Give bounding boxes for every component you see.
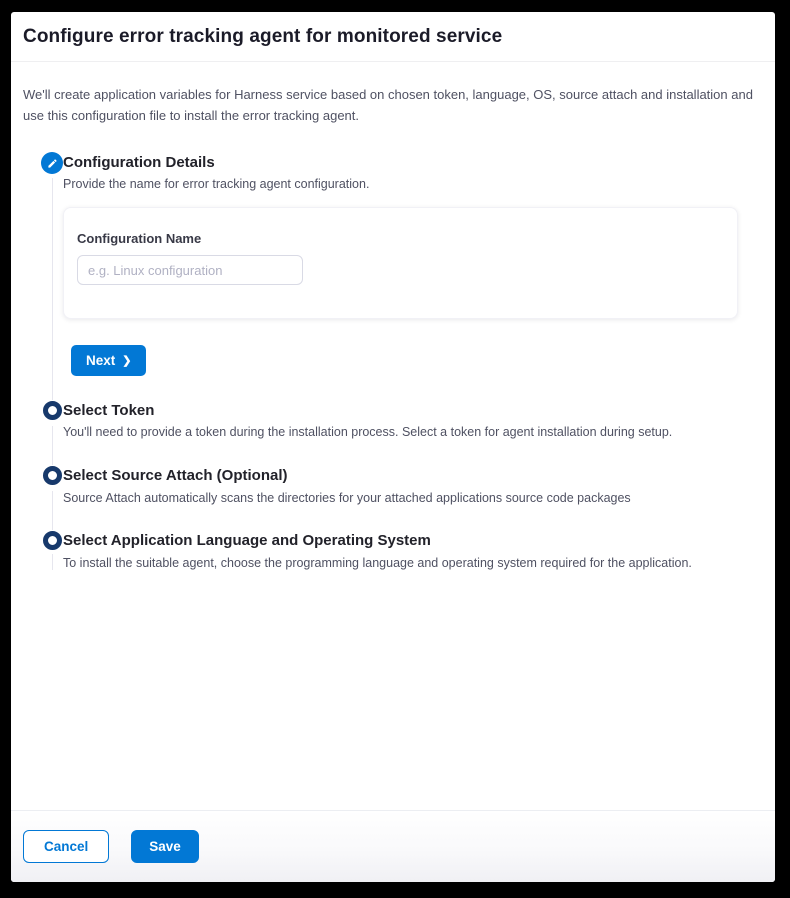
step-connector-line — [52, 426, 53, 465]
cancel-button[interactable]: Cancel — [23, 830, 109, 863]
step-title: Select Application Language and Operating System — [63, 532, 431, 550]
dialog-footer — [11, 810, 775, 882]
dialog-header — [11, 12, 775, 62]
configuration-name-card — [63, 207, 738, 319]
save-button[interactable]: Save — [131, 830, 199, 863]
circle-ring-icon — [43, 531, 62, 550]
step-description: You'll need to provide a token during the installation process. Select a token for agent installation during setup. — [63, 425, 673, 440]
chevron-right-icon: ❯ — [122, 354, 132, 367]
dialog-body — [11, 62, 775, 810]
step-description: Source Attach automatically scans the directories for your attached applications source code packages — [63, 490, 631, 505]
step-select-token — [23, 400, 763, 441]
step-description: Provide the name for error tracking agent configuration. — [63, 177, 370, 192]
step-title: Select Source Attach (Optional) — [63, 467, 288, 485]
step-title: Select Token — [63, 402, 155, 420]
circle-ring-icon — [43, 466, 62, 485]
step-configuration-details — [23, 152, 763, 376]
wizard-steps — [23, 152, 763, 572]
step-description: To install the suitable agent, choose the programming language and operating system required for the application. — [63, 555, 692, 570]
circle-ring-icon — [43, 401, 62, 420]
step-select-source-attach — [23, 465, 763, 506]
step-select-language-os — [23, 530, 763, 571]
next-button[interactable] — [71, 345, 146, 376]
dialog-title: Configure error tracking agent for monitored service — [23, 26, 503, 47]
configure-agent-dialog — [11, 12, 775, 882]
step-connector-line — [52, 491, 53, 530]
edit-pencil-icon — [41, 152, 63, 174]
step-connector-line — [52, 178, 53, 400]
configuration-name-label: Configuration Name — [77, 231, 202, 247]
configuration-name-input[interactable] — [77, 255, 303, 285]
dialog-description: We'll create application variables for Harness service based on chosen token, language, OS, source attach and installation and use this configuration file to install the error tracking agent. — [23, 87, 753, 124]
step-connector-line — [52, 554, 53, 570]
next-button-label: Next — [86, 353, 116, 369]
step-title: Configuration Details — [63, 154, 215, 172]
